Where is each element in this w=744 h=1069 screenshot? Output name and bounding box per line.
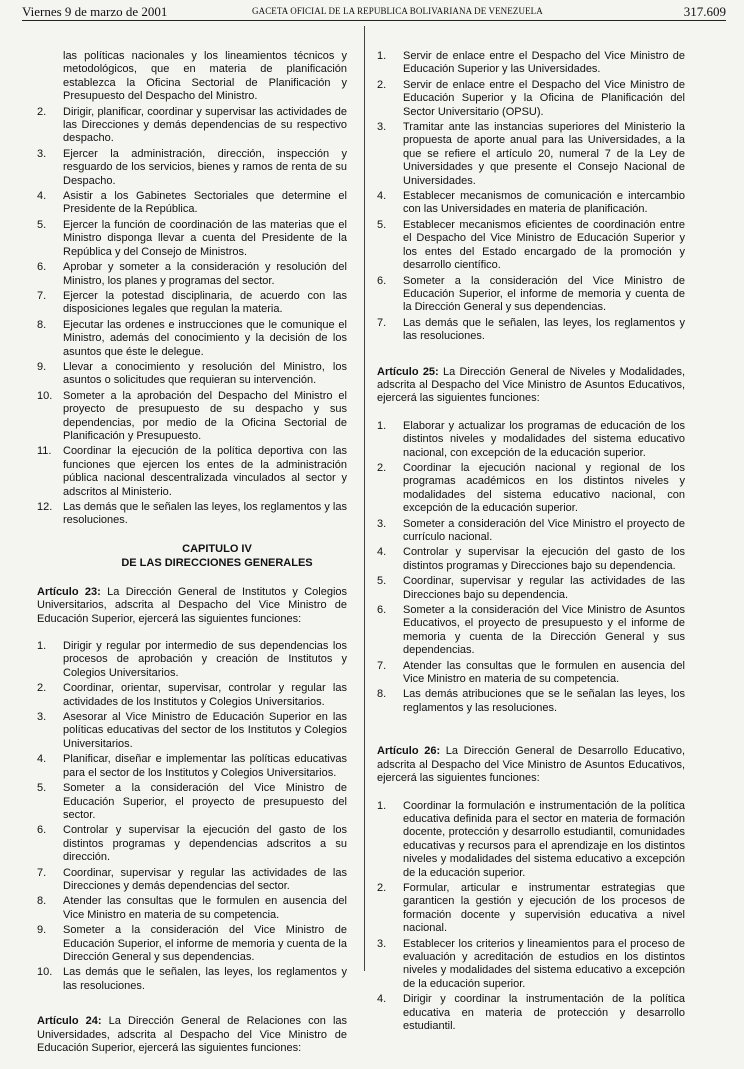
item-number: 11. [37, 445, 52, 458]
item-text: Llevar a conocimiento y resolución del Ministro, los asuntos o solicitudes que requieran su intervención. [63, 360, 347, 387]
item-number: 2. [37, 682, 47, 695]
page-header [22, 0, 726, 21]
list-item [37, 390, 347, 444]
article-24 [37, 1015, 347, 1055]
list-item [37, 445, 347, 499]
item-text: Formular, articular e instrumentar estrategias que garanticen la gestión y ejecución de los procesos de formación docente y supervisión educativa a nivel nacional. [403, 881, 685, 935]
list-item [37, 824, 347, 864]
list-item [37, 501, 347, 528]
list-item [37, 361, 347, 388]
item-number: 3. [377, 517, 387, 530]
item-number: 7. [377, 316, 387, 329]
list-item [377, 462, 685, 516]
list-item [377, 546, 685, 573]
article-text: La Dirección General de Niveles y Modalidades, adscrita al Despacho del Vice Ministro de Asuntos Educativos, ejercerá las siguientes funciones: [377, 365, 685, 405]
item-text: Coordinar la ejecución de la política deportiva con las funciones que ejercen los entes de la administración pública nacional descentralizada vinculados al sector y adscritos al Ministerio. [63, 445, 347, 498]
item-number: 6. [37, 261, 47, 274]
item-text: Las demás que le señalen, las leyes, los reglamentos y las resoluciones. [403, 316, 685, 343]
item-text: Dirigir y regular por intermedio de sus dependencias los procesos de aprobación y creación de Institutos y Colegios Universitarios. [63, 640, 347, 679]
item-text: Asistir a los Gabinetes Sectoriales que determine el Presidente de la República. [63, 190, 347, 216]
item-number: 10. [37, 966, 53, 979]
item-text: Dirigir, planificar, coordinar y supervisar las actividades de las Direcciones y demás dependencias de su respectivo despacho. [63, 105, 347, 145]
article-label: Artículo 25: [377, 365, 439, 378]
list-item [377, 219, 685, 273]
chapter-number: CAPITULO IV [182, 542, 252, 555]
item-number: 6. [37, 824, 47, 837]
header-gazette-title: GACETA OFICIAL DE LA REPUBLICA BOLIVARIANA DE VENEZUELA [252, 6, 543, 16]
article-text: La Dirección General de Relaciones con las Universidades, adscrita al Despacho del Vice Ministro de Educación Superior, ejercerá las siguientes funciones: [37, 1015, 348, 1054]
item-number: 7. [377, 659, 387, 672]
function-list [37, 640, 347, 993]
item-text: Establecer mecanismos de comunicación e intercambio con las Universidades en materia de planificación. [403, 190, 685, 216]
article-text: La Dirección General de Institutos y Colegios Universitarios, adscrita al Despacho del Vice Ministro de Educación Superior, ejercerá las siguientes funciones: [37, 585, 348, 625]
list-item [37, 219, 347, 259]
item-number: 2. [377, 78, 387, 91]
list-item [37, 895, 347, 922]
item-text: Someter a la consideración del Vice Ministro de Educación Superior, el informe de memoria y cuenta de la Dirección General y sus dependencias. [63, 924, 347, 963]
item-text: Someter a la consideración del Vice Ministro de Educación Superior, el proyecto de presupuesto del sector. [63, 782, 347, 821]
item-text: Dirigir y coordinar la instrumentación de la política educativa en materia de protección y desarrollo estudiantil. [403, 993, 685, 1032]
item-number: 9. [37, 360, 47, 373]
item-number: 1. [377, 799, 387, 812]
item-number: 10. [37, 389, 53, 402]
item-text: Servir de enlace entre el Despacho del Vice Ministro de Educación Superior y las Universidades. [403, 50, 685, 76]
item-text: Someter a la aprobación del Despacho del Ministro el proyecto de presupuesto de su despacho y sus dependencias, por medio de la Oficina Sectorial de Planificación y Presupuesto. [63, 389, 347, 442]
item-number: 4. [37, 190, 47, 203]
item-number: 4. [377, 993, 387, 1006]
item-text: Coordinar la ejecución nacional y regional de los programas académicos en los distintos niveles y modalidades del sistema educativo nacional, con excepción de la educación superior. [403, 461, 685, 515]
article-23 [37, 586, 347, 626]
item-text: Ejercer la administración, dirección, inspección y resguardo de los servicios, bienes y ramos de renta de su Despacho. [63, 147, 347, 187]
item-number: 2. [377, 881, 387, 894]
item-text: Las demás atribuciones que se le señalan las leyes, los reglamentos y las resoluciones. [403, 688, 685, 714]
list-item [37, 782, 347, 822]
article-25 [377, 366, 685, 406]
item-number: 1. [377, 50, 387, 62]
item-number: 6. [377, 604, 387, 617]
item-text: Establecer mecanismos eficientes de coordinación entre el Despacho del Vice Ministro de Educación Superior y los entes del Estado encargado de la promoción y desarrollo científico. [403, 218, 685, 272]
list-item [377, 800, 685, 880]
list-item [37, 261, 347, 288]
article-text: La Dirección General de Desarrollo Educativo, adscrita al Despacho del Vice Ministro de Asuntos Educativos, ejercerá las siguientes funciones: [377, 745, 686, 785]
list-item [377, 882, 685, 936]
article-label: Artículo 26: [377, 745, 441, 758]
list-item [377, 518, 685, 545]
list-item [377, 938, 685, 992]
item-text: Establecer los criterios y lineamientos para el proceso de evaluación y acreditación de estudios en los distintos niveles y modalidades del sistema educativo a excepción de la educación superior. [403, 937, 685, 990]
item-text: Servir de enlace entre el Despacho del Vice Ministro de Educación Superior y la Oficina de Planificación del Sector Universitario (OPSU). [403, 78, 685, 118]
list-item [37, 753, 347, 780]
list-item [37, 924, 347, 964]
item-number: 3. [37, 147, 47, 160]
list-item [377, 604, 685, 658]
item-number: 3. [377, 937, 387, 950]
item-number: 7. [37, 866, 47, 879]
chapter-title: DE LAS DIRECCIONES GENERALES [121, 556, 313, 569]
item-text: Atender las consultas que le formulen en ausencia del Vice Ministro en materia de su competencia. [403, 659, 685, 686]
article-26 [377, 745, 685, 785]
item-number: 1. [37, 640, 47, 653]
list-item [377, 993, 685, 1033]
list-item [37, 106, 347, 146]
list-item [377, 688, 685, 715]
item-number: 5. [377, 575, 387, 588]
list-item [37, 682, 347, 709]
item-number: 1. [377, 419, 387, 432]
list-item [37, 966, 347, 993]
list-item [37, 711, 347, 751]
list-item [37, 190, 347, 217]
column-divider [364, 26, 365, 971]
item-text: Aprobar y someter a la consideración y resolución del Ministro, los planes y programas del sector. [63, 261, 347, 287]
item-text: Atender las consultas que le formulen en ausencia del Vice Ministro en materia de su competencia. [63, 895, 347, 921]
item-number: 8. [37, 318, 47, 331]
left-column [37, 50, 347, 1069]
item-text: Someter a consideración del Vice Ministro el proyecto de currículo nacional. [403, 517, 685, 543]
item-number: 8. [37, 895, 47, 908]
list-item [377, 275, 685, 315]
item-text: Controlar y supervisar la ejecución del gasto de los distintos programas y Direcciones bajo su dependencia. [403, 546, 685, 572]
item-text: Coordinar la formulación e instrumentación de la política educativa definida para el sector en materia de formación docente, protección y desarrollo estudiantil, comunidades educativas y recursos para el aprendizaje en los distintos niveles y modalidades del sistema educativo a excepción de la educación superior. [403, 799, 685, 879]
item-text: Las demás que le señalen las leyes, los reglamentos y las resoluciones. [63, 501, 347, 527]
item-number: 7. [37, 289, 47, 302]
item-number: 4. [377, 546, 387, 559]
item-number: 3. [37, 711, 47, 724]
list-item [37, 148, 347, 188]
item-text: Ejercer la potestad disciplinaria, de acuerdo con las disposiciones legales que regulan la materia. [63, 289, 347, 316]
header-page-number: 317.609 [683, 4, 726, 19]
item-number: 4. [377, 190, 387, 203]
item-number: 2. [377, 461, 387, 474]
item-number: 2. [37, 105, 47, 118]
item-text: Coordinar, supervisar y regular las actividades de las Direcciones bajo su dependencia. [403, 575, 685, 601]
item-text: Ejecutar las ordenes e instrucciones que le comunique el Ministro, además del conocimiento y la decisión de los asuntos que éste le delegue. [63, 318, 347, 358]
item-text: Planificar, diseñar e implementar las políticas educativas para el sector de los Institutos y Colegios Universitarios. [63, 753, 347, 779]
continuation-text: las políticas nacionales y los lineamientos técnicos y metodológicos, que en materia de planificación establezca la Oficina Sectorial de Planificación y Presupuesto del Despacho del Ministro. [63, 50, 347, 103]
item-number: 8. [377, 688, 387, 701]
list-item [377, 190, 685, 217]
item-text: Tramitar ante las instancias superiores del Ministerio la propuesta de aporte anual para las Universidades, a la que se refiere el artículo 20, numeral 7 de la Ley de Universidades y que presente el Consejo Nacional de Universidades. [403, 121, 685, 187]
item-text: Someter a la consideración del Vice Ministro de Educación Superior, el informe de memoria y cuenta de la Dirección General y sus dependencias. [403, 274, 685, 314]
chapter-heading [37, 542, 347, 570]
list-item [37, 290, 347, 317]
list-item [377, 79, 685, 119]
article-label: Artículo 24: [37, 1015, 102, 1028]
item-number: 5. [37, 782, 47, 795]
function-list [377, 50, 685, 344]
list-item [37, 867, 347, 894]
header-date: Viernes 9 de marzo de 2001 [22, 4, 168, 19]
right-column [377, 50, 685, 1035]
list-item [377, 420, 685, 460]
list-item [377, 50, 685, 77]
item-number: 12. [37, 501, 53, 513]
item-number: 4. [37, 753, 47, 766]
item-number: 5. [377, 218, 387, 231]
item-text: Ejercer la función de coordinación de las materias que el Ministro disponga llevar a cuenta del Presidente de la República y del Consejo de Ministros. [63, 218, 347, 258]
item-text: Someter a la consideración del Vice Ministro de Asuntos Educativos, el proyecto de presupuesto y el informe de memoria y cuenta de la Dirección General y sus dependencias. [403, 604, 685, 657]
item-number: 5. [37, 218, 47, 231]
item-text: Coordinar, orientar, supervisar, controlar y regular las actividades de los Institutos y Colegios Universitarios. [63, 682, 347, 708]
article-label: Artículo 23: [37, 585, 101, 598]
item-text: Elaborar y actualizar los programas de educación de los distintos niveles y modalidades del sistema educativo nacional, con excepción de la educación superior. [403, 419, 685, 459]
item-text: Controlar y supervisar la ejecución del gasto de los distintos programas y dependencias adscritos a su dirección. [63, 824, 347, 864]
list-item [37, 319, 347, 359]
function-list [377, 420, 685, 716]
list-item [37, 640, 347, 680]
list-item [377, 317, 685, 344]
item-number: 3. [377, 121, 387, 134]
item-text: Las demás que le señalen, las leyes, los reglamentos y las resoluciones. [63, 966, 347, 992]
list-item [377, 575, 685, 602]
function-list [37, 106, 347, 528]
function-list [377, 800, 685, 1034]
item-text: Asesorar al Vice Ministro de Educación Superior en las políticas educativas del sector de los Institutos y Colegios Universitarios. [63, 711, 347, 750]
item-number: 9. [37, 924, 47, 937]
list-item [377, 660, 685, 687]
list-item [377, 121, 685, 188]
item-text: Coordinar, supervisar y regular las actividades de las Direcciones y demás dependencias del sector. [63, 866, 347, 892]
item-number: 6. [377, 274, 387, 287]
